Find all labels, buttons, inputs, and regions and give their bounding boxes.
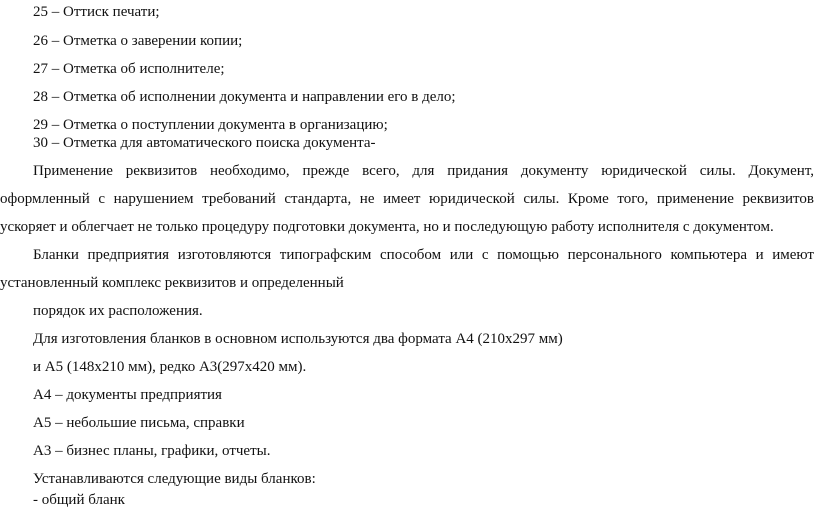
paragraph-line: установленный комплекс реквизитов и определенный: [0, 275, 344, 291]
list-item: 28 – Отметка об исполнении документа и направлении его в дело;: [33, 89, 456, 105]
list-item: 26 – Отметка о заверении копии;: [33, 33, 243, 49]
paragraph-line: оформленный с нарушением требований стандарта, не имеет юридической силы. Кроме того, применение реквизитов: [0, 191, 814, 207]
list-item: 29 – Отметка о поступлении документа в организацию;: [33, 117, 388, 133]
paragraph-line: Устанавливаются следующие виды бланков:: [33, 471, 316, 487]
list-item: - общий бланк: [33, 492, 125, 508]
paragraph-line: Для изготовления бланков в основном используются два формата А4 (210х297 мм): [33, 331, 563, 347]
paragraph-line: и А5 (148х210 мм), редко А3(297х420 мм).: [33, 359, 307, 375]
list-item: 30 – Отметка для автоматического поиска документа-: [33, 135, 376, 151]
format-use-item: А5 – небольшие письма, справки: [33, 415, 245, 431]
format-use-item: А3 – бизнес планы, графики, отчеты.: [33, 443, 271, 459]
paragraph-line: порядок их расположения.: [33, 303, 203, 319]
paragraph-line: Бланки предприятия изготовляются типографским способом или с помощью персонального компьютера и имеют: [33, 247, 814, 263]
paragraph-line: Применение реквизитов необходимо, прежде всего, для придания документу юридической силы. Документ,: [33, 163, 814, 179]
list-item: 27 – Отметка об исполнителе;: [33, 61, 225, 77]
format-use-item: А4 – документы предприятия: [33, 387, 222, 403]
list-item: 25 – Оттиск печати;: [33, 4, 160, 20]
paragraph-line: ускоряет и облегчает не только процедуру подготовки документа, но и последующую работу исполнителя с документом.: [0, 219, 774, 235]
